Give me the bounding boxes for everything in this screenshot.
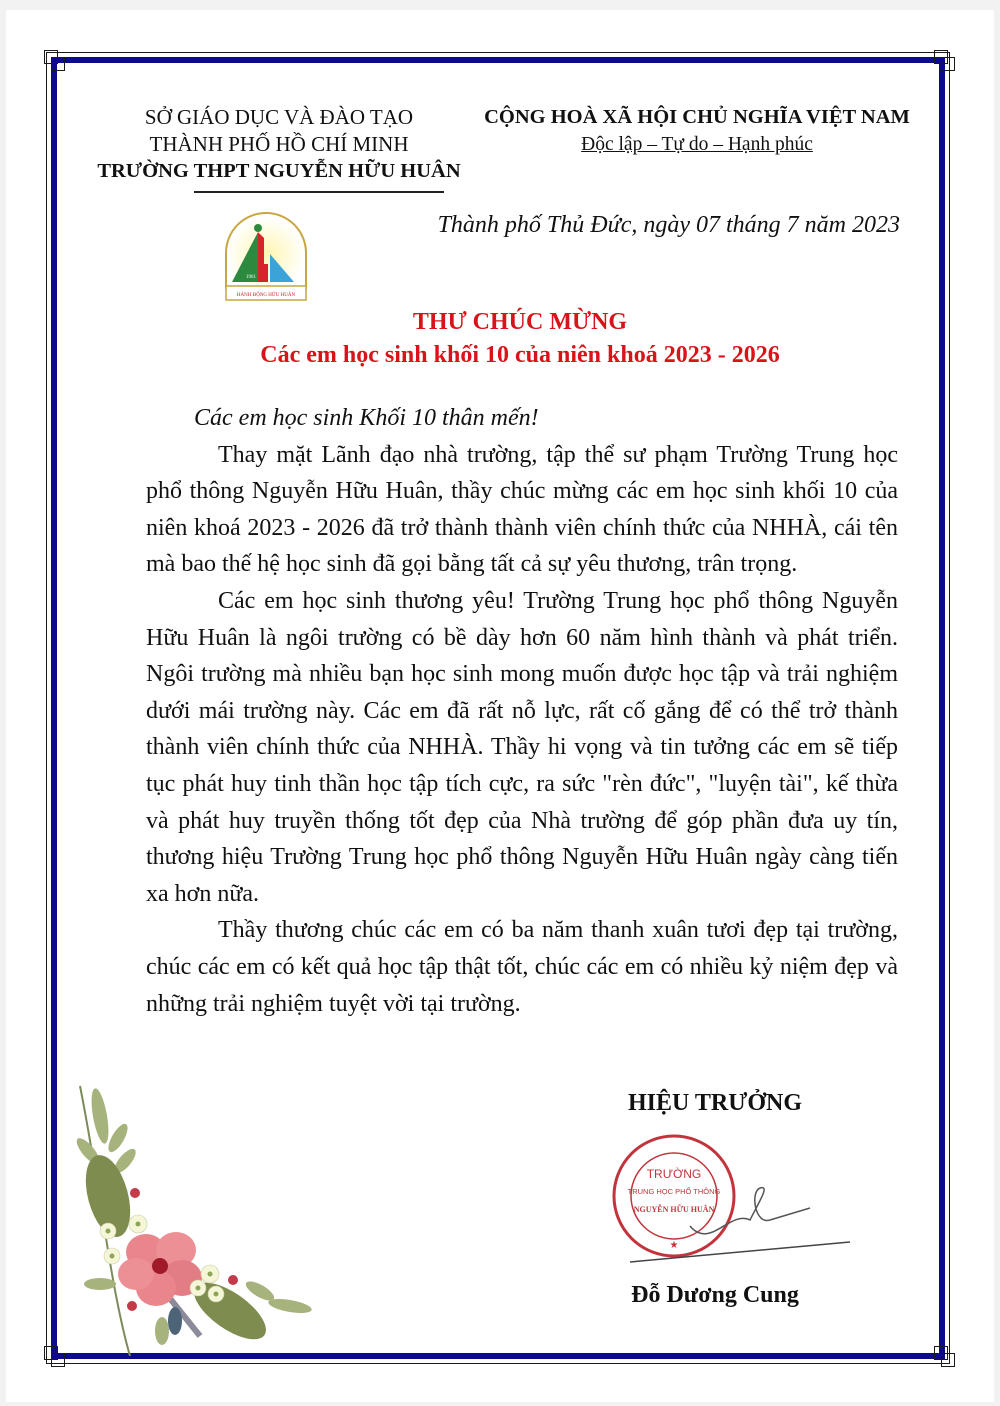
frame-corner-ornament	[934, 50, 956, 72]
paragraph: Thầy thương chúc các em có ba năm thanh xuân tươi đẹp tại trường, chúc các em có kết quả học tập thật tốt, chúc các em có nhiều kỷ niệm đẹp và những trải nghiệm tuyệt vời tại trường.	[146, 917, 898, 1017]
paragraph: Các em học sinh thương yêu! Trường Trung học phổ thông Nguyễn Hữu Huân là ngôi trường có bề dày hơn 60 năm hình thành và phát triển. Ngôi trường mà nhiều bạn học sinh mong muốn được học tập và trải nghiệm dưới mái trường này. Các em đã rất nỗ lực, rất cố gắng để có thể trở thành thành viên chính thức của NHHÀ. Thầy hi vọng và tin tưởng các em sẽ tiếp tục phát huy tinh thần học tập tích cực, ra sức "rèn đức", "luyện tài", kế thừa và phát huy truyền thống tốt đẹp của Nhà trường để góp phần đưa uy tín, thương hiệu Trường Trung học phổ thông Nguyễn Hữu Huân ngày càng tiến xa hơn nữa.	[146, 587, 898, 907]
letter-body	[146, 400, 898, 1022]
frame-corner-ornament	[44, 1346, 66, 1368]
svg-text:1961: 1961	[246, 275, 256, 280]
letter-title	[120, 306, 920, 372]
issuer-department: SỞ GIÁO DỤC VÀ ĐÀO TẠO	[144, 105, 414, 129]
official-stamp-icon	[610, 1130, 860, 1270]
frame-corner-ornament	[44, 50, 66, 72]
issuer-school: TRƯỜNG THPT NGUYỄN HỮU HUÂN	[97, 160, 461, 182]
greeting: Các em học sinh Khối 10 thân mến!	[194, 405, 539, 431]
title-main: THƯ CHÚC MỪNG	[412, 309, 628, 335]
issuer-city: THÀNH PHỐ HỒ CHÍ MINH	[149, 132, 409, 156]
date-line: Thành phố Thủ Đức, ngày 07 tháng 7 năm 2023	[437, 212, 900, 238]
svg-text:NGUYỄN HỮU HUÂN: NGUYỄN HỮU HUÂN	[633, 1205, 715, 1214]
svg-text:TRƯỜNG: TRƯỜNG	[646, 1167, 702, 1181]
signer-title: HIỆU TRƯỞNG	[627, 1090, 803, 1116]
title-subtitle: Các em học sinh khối 10 của niên khoá 2023 - 2026	[260, 342, 780, 368]
header-divider	[194, 191, 444, 193]
header-national	[468, 104, 926, 158]
svg-text:TRUNG HỌC PHỔ THÔNG: TRUNG HỌC PHỔ THÔNG	[627, 1187, 721, 1196]
paragraph: Thay mặt Lãnh đạo nhà trường, tập thể sư phạm Trường Trung học phổ thông Nguyễn Hữu Huân, thầy chúc mừng các em học sinh khối 10 của niên khoá 2023 - 2026 đã trở thành thành viên chính thức của NHHÀ, cái tên mà bao thế hệ học sinh đã gọi bằng tất cả sự yêu thương, trân trọng.	[146, 441, 898, 578]
frame-corner-ornament	[934, 1346, 956, 1368]
svg-text:HÀNH ĐỘNG HỮU HUÂN: HÀNH ĐỘNG HỮU HUÂN	[236, 293, 296, 298]
signer-name: Đỗ Dương Cung	[631, 1282, 799, 1308]
svg-text:★: ★	[669, 1240, 679, 1251]
flower-decoration-icon	[70, 1066, 340, 1356]
national-motto: Độc lập – Tự do – Hạnh phúc	[581, 134, 813, 155]
header-issuer	[84, 104, 474, 193]
school-logo-icon	[218, 208, 314, 306]
national-title: CỘNG HOÀ XÃ HỘI CHỦ NGHĨA VIỆT NAM	[484, 106, 910, 128]
